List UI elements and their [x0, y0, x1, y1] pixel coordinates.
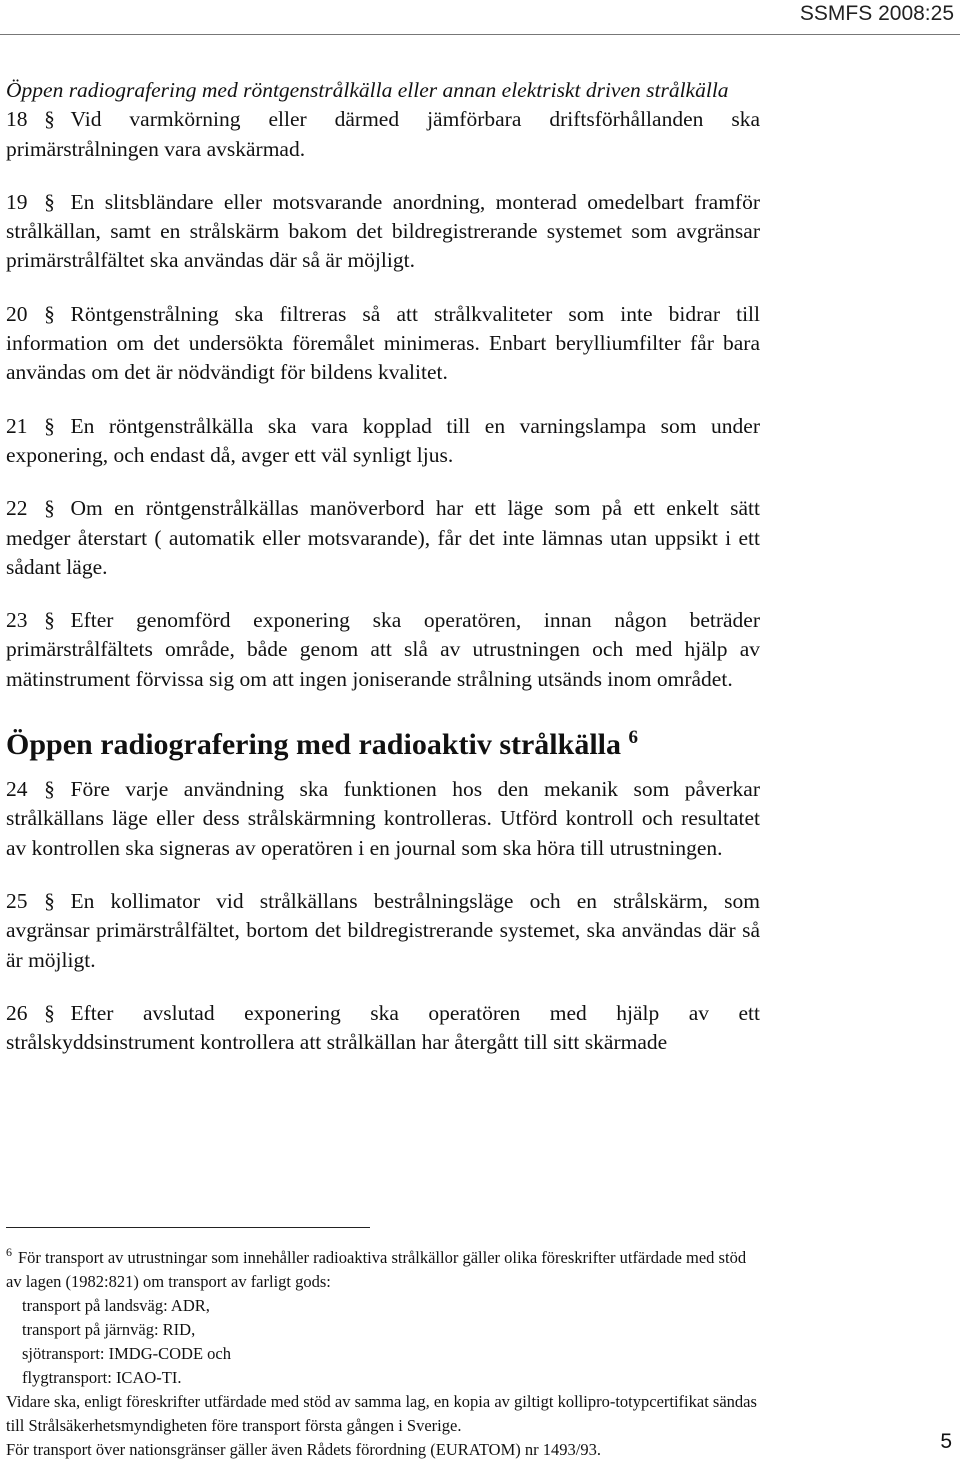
document-body [6, 76, 760, 1057]
page-number: 5 [940, 1430, 952, 1453]
footnote [6, 1240, 760, 1462]
paragraph-number: 19 [6, 189, 28, 214]
section-sign: § [44, 888, 55, 913]
paragraph-text: Efter genomförd exponering ska operatören, innan någon beträder primärstrålfältets område, både genom att slå av utrustningen och med hjälp av mätinstrument förvissa sig om att ingen joniserande strålning utsänds inom området. [6, 608, 760, 691]
footnote-line: sjötransport: IMDG-CODE och [22, 1344, 231, 1363]
paragraph-23 [6, 606, 760, 694]
paragraph-text: En slitsbländare eller motsvarande anordning, monterad omedelbart framför strålkällan, samt en strålskärm bakom det bildregistrerande systemet som avgränsar primärstrålfältet ska användas där så är möjligt. [6, 189, 760, 273]
paragraph-text: En röntgenstrålkälla ska vara kopplad till en varningslampa som under exponering, och endast då, avger ett väl synligt ljus. [6, 413, 760, 467]
paragraph-21 [6, 412, 760, 471]
section-heading-text: Öppen radiografering med radioaktiv strålkälla [6, 728, 621, 762]
paragraph-19 [6, 188, 760, 276]
paragraph-number: 26 [6, 1000, 28, 1025]
paragraph-text: Efter avslutad exponering ska operatören med hjälp av ett strålskyddsinstrument kontrollera att strålkällan har återgått till sitt skärmade [6, 1000, 760, 1055]
header-rule [0, 34, 960, 35]
paragraph-26 [6, 999, 760, 1058]
paragraph-24 [6, 775, 760, 863]
paragraph-18 [6, 105, 760, 164]
section-sign: § [44, 107, 55, 132]
paragraph-number: 21 [6, 413, 28, 438]
paragraph-text: Om en röntgenstrålkällas manöverbord har ett läge som på ett enkelt sätt medger återstart ( automatik eller motsvarande), får det inte lämnas utan uppsikt i ett sådant läge. [6, 496, 760, 579]
paragraph-number: 25 [6, 888, 28, 913]
paragraph-number: 22 [6, 496, 28, 521]
paragraph-number: 20 [6, 301, 28, 326]
section-sign: § [44, 413, 55, 438]
section-sign: § [44, 496, 55, 521]
footnote-text: För transport av utrustningar som innehåller radioaktiva strålkällor gäller olika föreskrifter utfärdade med stöd av lagen (1982:821) om transport av farligt gods: [6, 1248, 747, 1291]
section-heading [6, 720, 760, 763]
paragraph-22 [6, 494, 760, 582]
paragraph-text: Före varje användning ska funktionen hos den mekanik som påverkar strålkällans läge eller dess strålskärmning kontrolleras. Utförd kontroll och resultatet av kontrollen ska signeras av operatören i en journal som ska höra till utrustningen. [6, 777, 760, 860]
footnote-line: flygtransport: ICAO-TI. [22, 1368, 182, 1387]
subheading: Öppen radiografering med röntgenstrålkälla eller annan elektriskt driven strålkälla [6, 78, 729, 102]
paragraph-25 [6, 887, 760, 975]
section-sign: § [44, 1000, 55, 1025]
footnote-marker: 6 [6, 1245, 12, 1259]
footnote-line: transport på landsväg: ADR, [22, 1296, 210, 1315]
paragraph-number: 23 [6, 608, 28, 633]
section-sign: § [44, 189, 55, 214]
paragraph-20 [6, 300, 760, 388]
paragraph-text: En kollimator vid strålkällans bestrålningsläge och en strålskärm, som avgränsar primärstrålfältet, bortom det bildregistrerande systemet, ska användas där så är möjligt. [6, 888, 760, 972]
paragraph-number: 18 [6, 107, 28, 132]
footnote-line [6, 1240, 760, 1294]
footnote-rule [6, 1227, 370, 1228]
footnote-line: transport på järnväg: RID, [22, 1320, 196, 1339]
footnote-line: Vidare ska, enligt föreskrifter utfärdade med stöd av samma lag, en kopia av giltigt kollipro-totypcertifikat sändas till Strålsäkerhetsmyndigheten före transport första gången i Sverige. [6, 1392, 757, 1435]
section-sign: § [44, 301, 55, 326]
section-sign: § [44, 777, 55, 802]
document-code: SSMFS 2008:25 [799, 2, 954, 25]
paragraph-number: 24 [6, 777, 28, 802]
footnote-reference: 6 [628, 727, 638, 749]
footnote-line: För transport över nationsgränser gäller även Rådets förordning (EURATOM) nr 1493/93. [6, 1440, 601, 1459]
section-sign: § [44, 608, 55, 633]
paragraph-text: Röntgenstrålning ska filtreras så att strålkvaliteter som inte bidrar till information om det undersökta föremålet minimeras. Enbart berylliumfilter får bara användas om det är nödvändigt för bildens kvalitet. [6, 301, 760, 385]
paragraph-text: Vid varmkörning eller därmed jämförbara driftsförhållanden ska primärstrålningen vara avskärmad. [6, 107, 760, 161]
